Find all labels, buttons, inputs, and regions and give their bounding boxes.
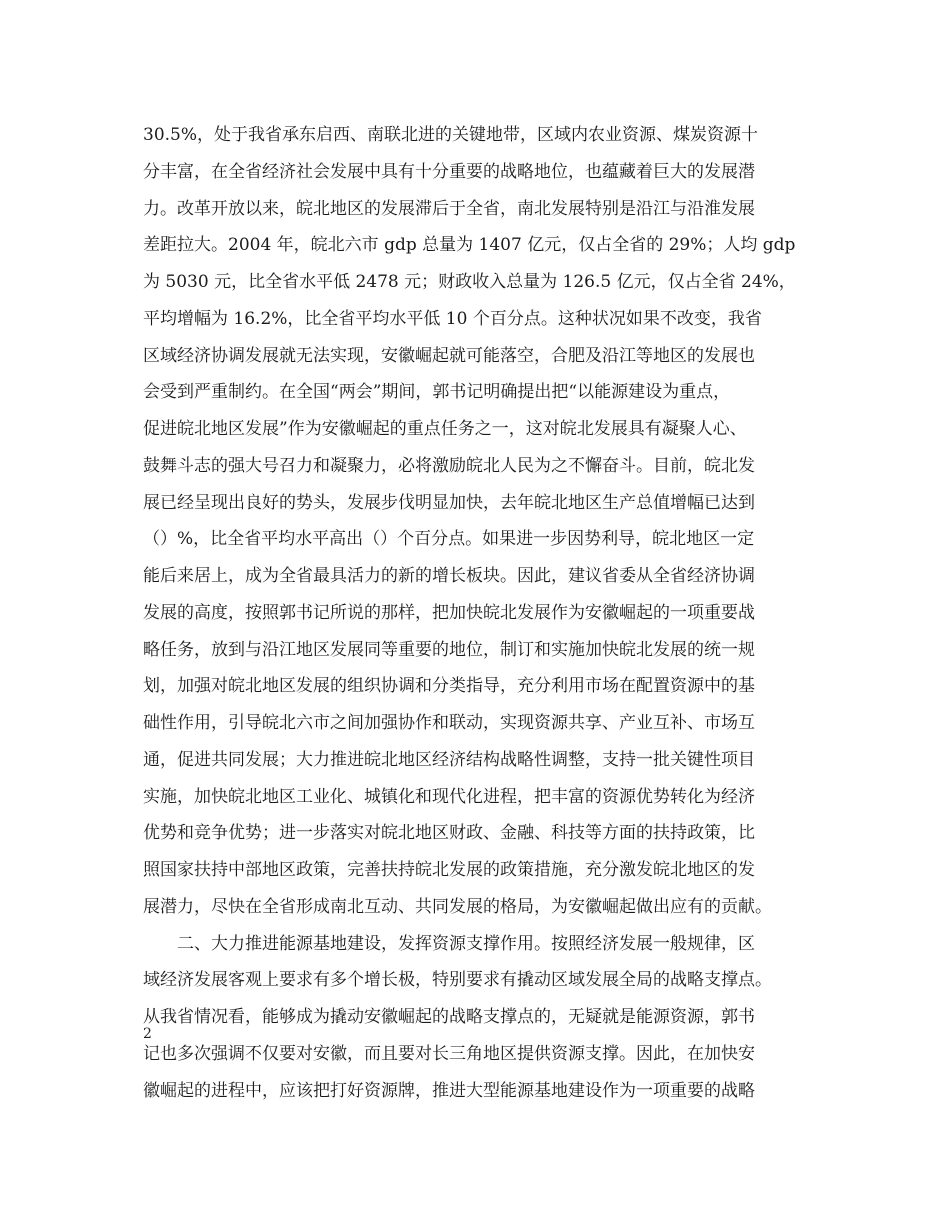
text-line: 础性作用，引导皖北六市之间加强协作和联动，实现资源共享、产业互补、市场互 [143,713,755,733]
text-line: 30.5%，处于我省承东启西、南联北进的关键地带，区域内农业资源、煤炭资源十 [143,125,759,145]
text-line: 会受到严重制约。在全国“两会”期间，郭书记明确提出把“以能源建设为重点， [143,382,731,403]
text-line: 划，加强对皖北地区发展的组织协调和分类指导，充分利用市场在配置资源中的基 [143,676,755,697]
text-line: 记也多次强调不仅要对安徽，而且要对长三角地区提供资源支撑。因此，在加快安 [143,1043,755,1064]
text-line: 展潜力，尽快在全省形成南北互动、共同发展的格局，为安徽崛起做出应有的贡献。 [143,896,772,917]
text-line: 促进皖北地区发展”作为安徽崛起的重点任务之一，这对皖北发展具有凝聚人心、 [143,419,747,439]
text-line: 照国家扶持中部地区政策，完善扶持皖北发展的政策措施，充分激发皖北地区的发 [143,860,755,880]
page-number: 2 [143,1026,152,1042]
text-line: 平均增幅为 16.2%，比全省平均水平低 10 个百分点。这种状况如果不改变，我省 [143,308,762,329]
text-line: 从我省情况看，能够成为撬动安徽崛起的战略支撑点的，无疑就是能源资源，郭书 [143,1007,755,1027]
text-line: 为 5030 元，比全省水平低 2478 元；财政收入总量为 126.5 亿元，仅占全省 24%， [143,272,796,292]
text-line: 展已经呈现出良好的势头，发展步伐明显加快，去年皖北地区生产总值增幅已达到 [143,492,755,513]
text-line: 差距拉大。2004 年，皖北六市 gdp 总量为 1407 亿元，仅占全省的 29%；人均 gdp [143,235,796,256]
paragraph-start-line: 二、大力推进能源基地建设，发挥资源支撑作用。按照经济发展一般规律，区 [177,933,755,954]
text-line: 力。改革开放以来，皖北地区的发展滞后于全省，南北发展特别是沿江与沿淮发展 [143,198,755,219]
text-line: 鼓舞斗志的强大号召力和凝聚力，必将激励皖北人民为之不懈奋斗。目前，皖北发 [143,455,755,476]
text-line: 分丰富，在全省经济社会发展中具有十分重要的战略地位，也蕴藏着巨大的发展潜 [143,161,755,182]
text-line: 区域经济协调发展就无法实现，安徽崛起就可能落空，合肥及沿江等地区的发展也 [143,345,755,366]
text-line: 略任务，放到与沿江地区发展同等重要的地位，制订和实施加快皖北发展的统一规 [143,639,755,660]
body-text [143,117,813,1109]
text-line: 实施，加快皖北地区工业化、城镇化和现代化进程，把丰富的资源优势转化为经济 [143,786,755,807]
text-line: 徽崛起的进程中，应该把打好资源牌，推进大型能源基地建设作为一项重要的战略 [143,1080,755,1101]
text-line: （）%，比全省平均水平高出（）个百分点。如果进一步因势利导，皖北地区一定 [143,529,755,550]
text-line: 优势和竞争优势；进一步落实对皖北地区财政、金融、科技等方面的扶持政策，比 [143,823,755,844]
text-line: 通，促进共同发展；大力推进皖北地区经济结构战略性调整，支持一批关键性项目 [143,749,755,770]
text-line: 能后来居上，成为全省最具活力的新的增长板块。因此，建议省委从全省经济协调 [143,566,755,586]
text-line: 发展的高度，按照郭书记所说的那样，把加快皖北发展作为安徽崛起的一项重要战 [143,602,755,623]
text-line: 域经济发展客观上要求有多个增长极，特别要求有撬动区域发展全局的战略支撑点。 [143,970,772,991]
